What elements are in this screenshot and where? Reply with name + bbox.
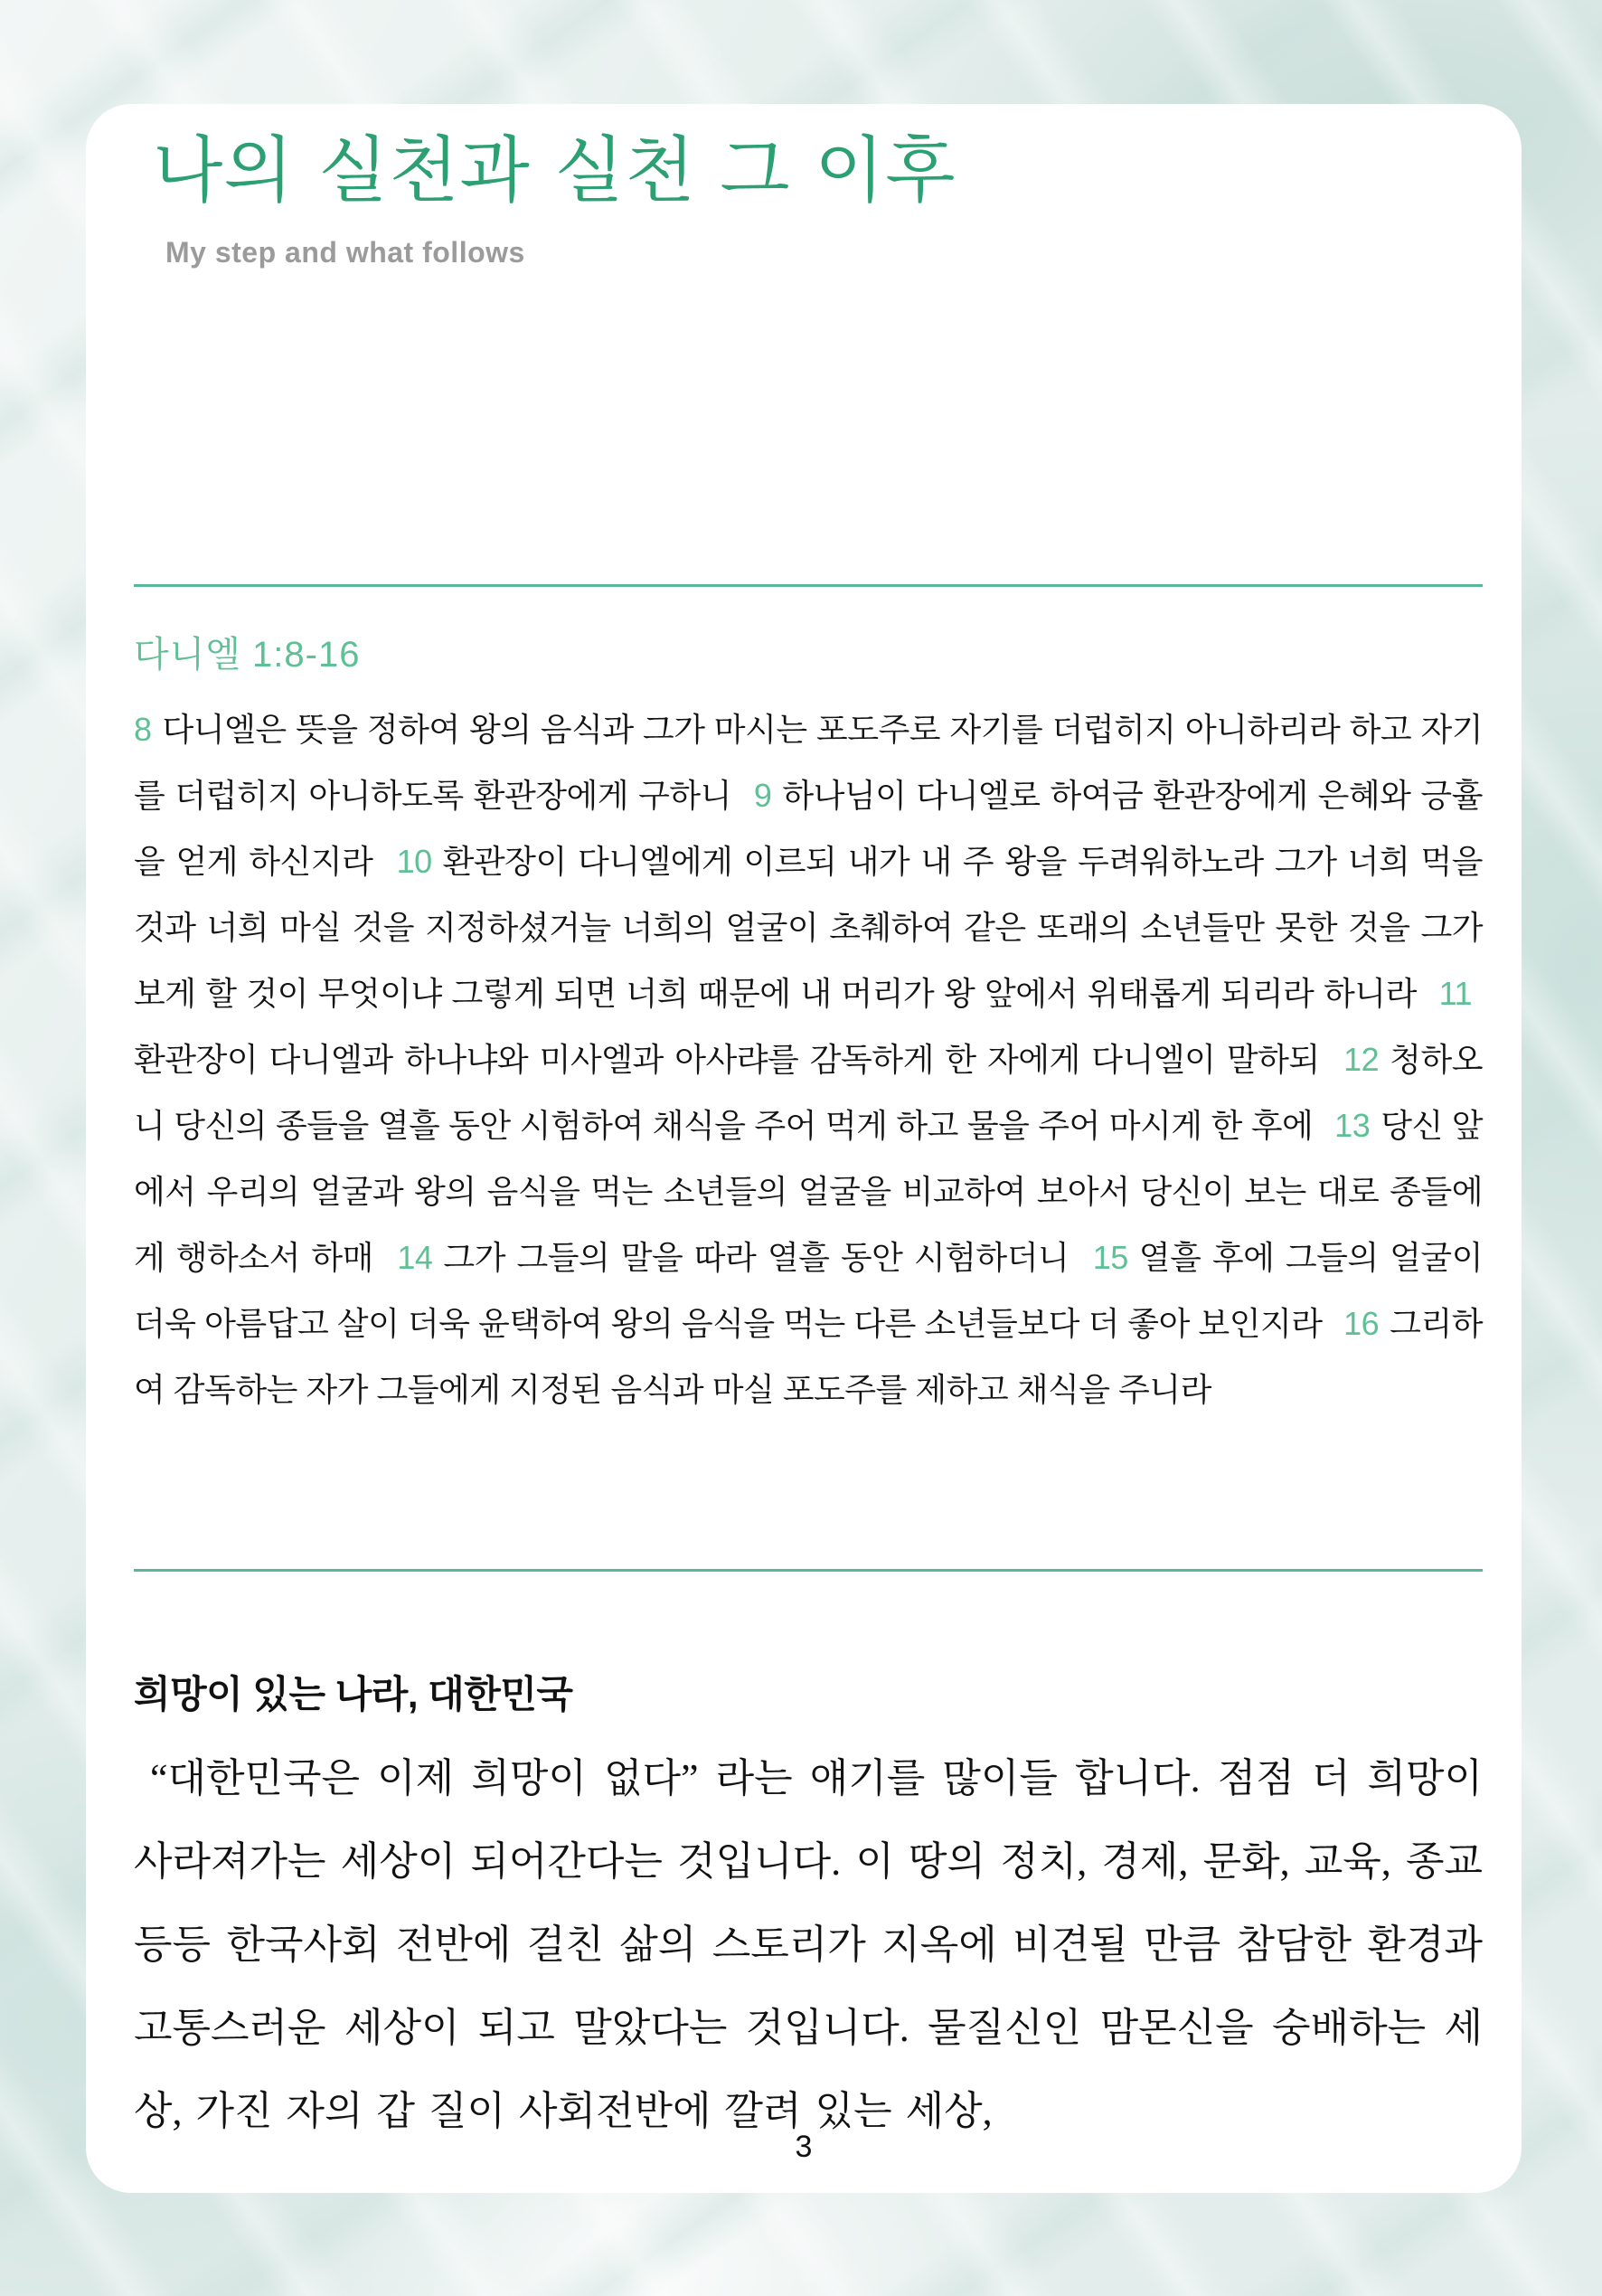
verse-number: 15	[1092, 1239, 1128, 1276]
verse-number: 10	[396, 843, 432, 880]
verse-number: 14	[397, 1239, 433, 1276]
verse-text: 환관장이 다니엘과 하나냐와 미사엘과 아사랴를 감독하게 한 자에게 다니엘이 말하되	[134, 1041, 1320, 1078]
verse-text: 환관장이 다니엘에게 이르되 내가 내 주 왕을 두려워하노라 그가 너희 먹을 것과 너희 마실 것을 지정하셨거늘 너희의 얼굴이 초췌하여 같은 또래의 소년들만 못한 것을 그가 보게 할 것이 무엇이냐 그렇게 되면 너희 때문에 내 머리가 왕 앞에서 위태롭게 되리라 하니라	[134, 843, 1483, 1012]
verse-number: 16	[1343, 1305, 1380, 1342]
verse-text: 그리하여 감독하는 자가 그들에게 지정된 음식과 마실 포도주를 제하고 채식을 주니라	[134, 1305, 1483, 1408]
page-subtitle: My step and what follows	[165, 236, 525, 269]
verse-text: 그가 그들의 말을 따라 열흘 동안 시험하더니	[443, 1239, 1070, 1276]
verse-text: 하나님이 다니엘로 하여금 환관장에게 은혜와 긍휼을 얻게 하신지라	[134, 777, 1483, 880]
page-number: 3	[795, 2130, 813, 2164]
verse-number: 12	[1343, 1041, 1380, 1078]
verse-text: 다니엘은 뜻을 정하여 왕의 음식과 그가 마시는 포도주로 자기를 더럽히지 아니하리라 하고 자기를 더럽히지 아니하도록 환관장에게 구하니	[134, 711, 1483, 814]
verse-text: 청하오니 당신의 종들을 열흘 동안 시험하여 채식을 주어 먹게 하고 물을 주어 마시게 한 후에	[134, 1041, 1483, 1144]
section-paragraph: “대한민국은 이제 희망이 없다” 라는 얘기를 많이들 합니다. 점점 더 희망이 사라져가는 세상이 되어간다는 것입니다. 이 땅의 정치, 경제, 문화, 교육, 종교 등등 한국사회 전반에 걸친 삶의 스토리가 지옥에 비견될 만큼 참담한 환경과 고통스러운 세상이 되고 말았다는 것입니다. 물질신인 맘몬신을 숭배하는 세상, 가진 자의 갑 질이 사회전반에 깔려 있는 세상,	[134, 1756, 1483, 2133]
divider-top	[134, 584, 1483, 587]
section-heading: 희망이 있는 나라, 대한민국	[134, 1673, 573, 1715]
verse-number: 8	[134, 711, 152, 748]
scripture-reference: 다니엘 1:8-16	[134, 635, 361, 675]
content-card	[86, 104, 1522, 2193]
verse-number: 13	[1334, 1107, 1371, 1144]
page-title: 나의 실천과 실천 그 이후	[153, 128, 956, 213]
verse-text: 당신 앞에서 우리의 얼굴과 왕의 음식을 먹는 소년들의 얼굴을 비교하여 보아서 당신이 보는 대로 종들에게 행하소서 하매	[134, 1107, 1483, 1276]
verse-number: 11	[1438, 975, 1472, 1012]
verse-text: 열흘 후에 그들의 얼굴이 더욱 아름답고 살이 더욱 윤택하여 왕의 음식을 먹는 다른 소년들보다 더 좋아 보인지라	[134, 1239, 1483, 1342]
verse-number: 9	[753, 777, 772, 814]
divider-bottom	[134, 1569, 1483, 1572]
scripture-text	[134, 696, 1483, 1422]
